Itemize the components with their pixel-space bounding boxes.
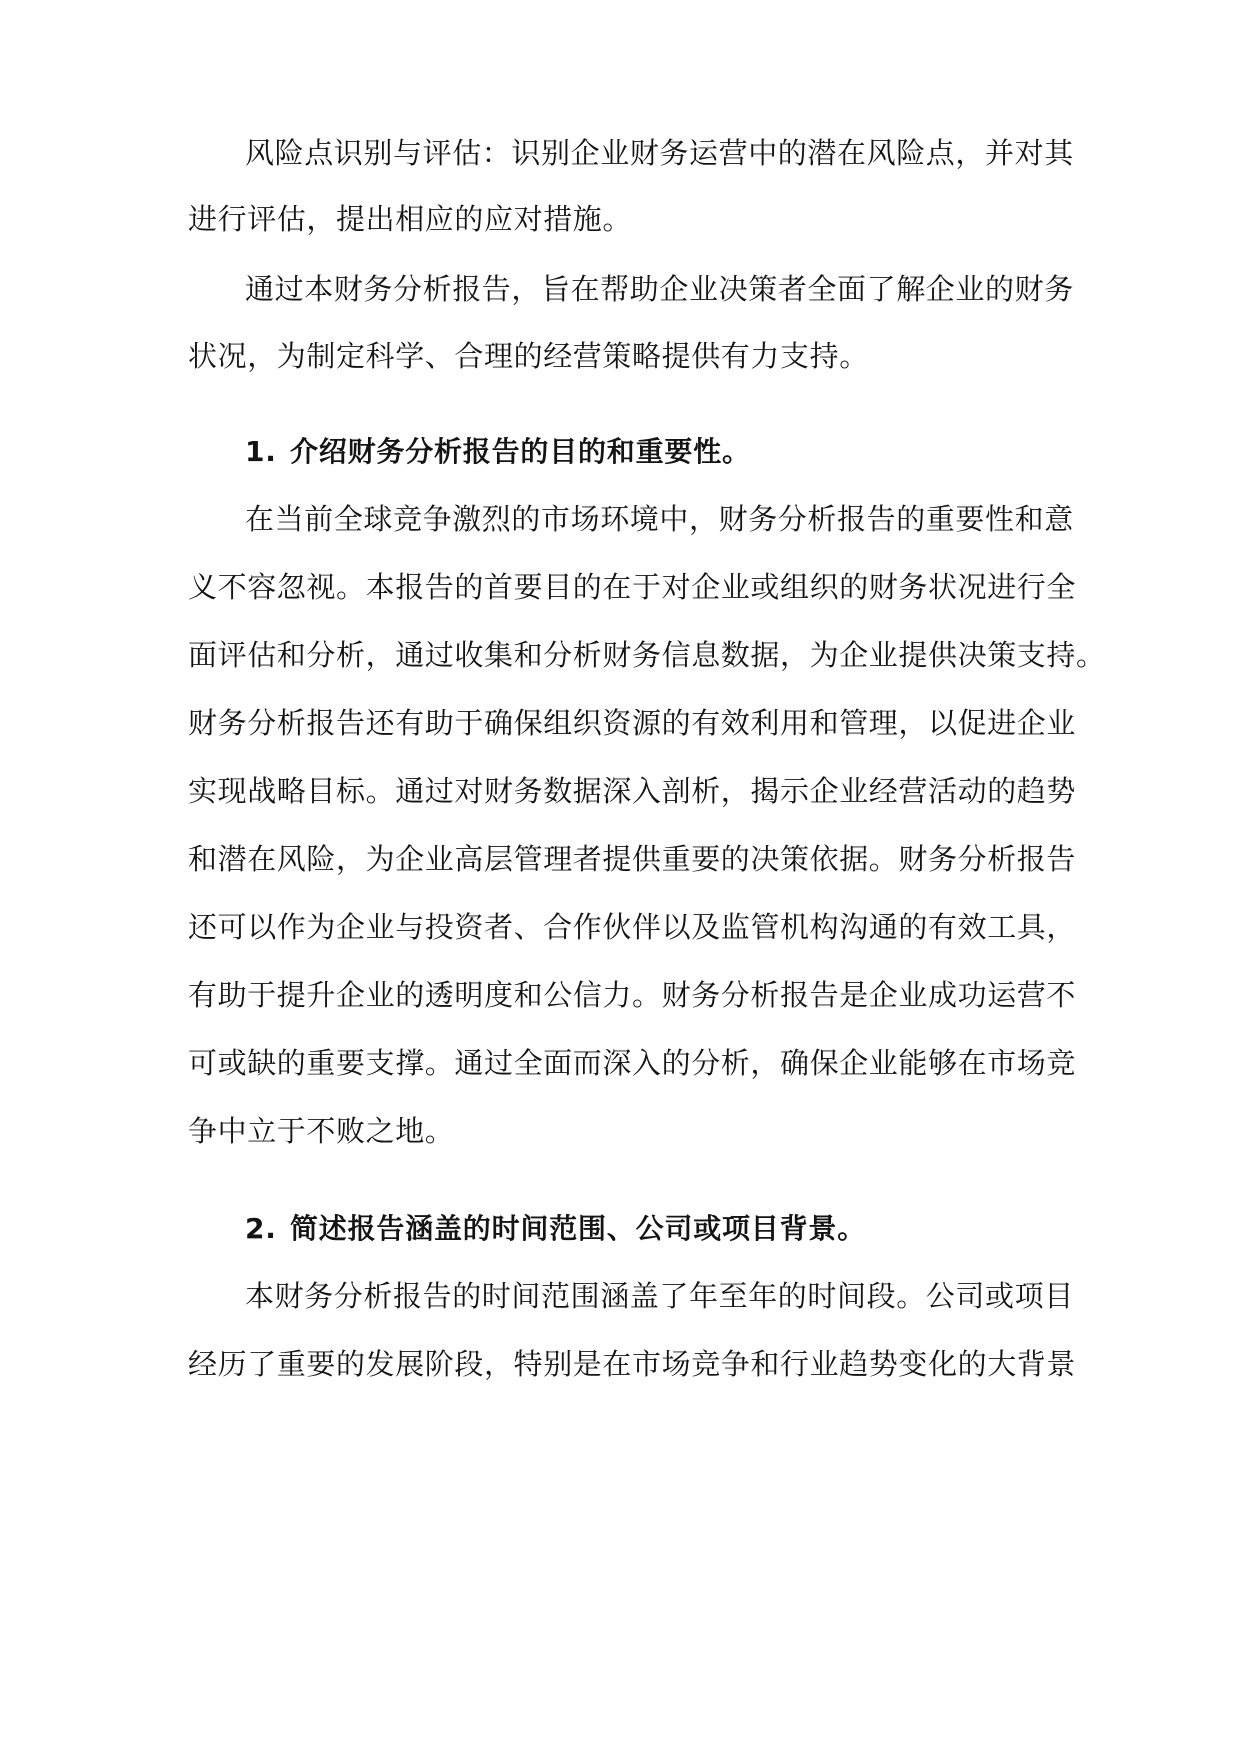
paragraph-importance-line-8: 有助于提升企业的透明度和公信力。财务分析报告是企业成功运营不	[188, 978, 1077, 1012]
paragraph-purpose-line-2: 状况，为制定科学、合理的经营策略提供有力支持。	[188, 339, 869, 373]
paragraph-importance-line-6: 和潜在风险，为企业高层管理者提供重要的决策依据。财务分析报告	[188, 842, 1077, 876]
paragraph-risk-line-2: 进行评估，提出相应的应对措施。	[188, 202, 633, 236]
paragraph-importance-line-3: 面评估和分析，通过收集和分析财务信息数据，为企业提供决策支持。	[188, 638, 1106, 672]
paragraph-importance-line-9: 可或缺的重要支撑。通过全面而深入的分析，确保企业能够在市场竞	[188, 1046, 1077, 1080]
paragraph-purpose-line-1: 通过本财务分析报告，旨在帮助企业决策者全面了解企业的财务	[245, 272, 1074, 306]
paragraph-importance-line-5: 实现战略目标。通过对财务数据深入剖析，揭示企业经营活动的趋势	[188, 774, 1077, 808]
paragraph-risk-line-1: 风险点识别与评估：识别企业财务运营中的潜在风险点，并对其	[245, 136, 1074, 170]
section-heading-2-text: 简述报告涵盖的时间范围、公司或项目背景。	[290, 1212, 867, 1245]
paragraph-importance-line-7: 还可以作为企业与投资者、合作伙伴以及监管机构沟通的有效工具，	[188, 910, 1077, 944]
section-heading-1	[245, 432, 751, 472]
paragraph-importance-line-4: 财务分析报告还有助于确保组织资源的有效利用和管理，以促进企业	[188, 706, 1077, 740]
section-heading-2-number: 2.	[245, 1212, 277, 1245]
paragraph-scope-line-1: 本财务分析报告的时间范围涵盖了年至年的时间段。公司或项目	[245, 1279, 1074, 1313]
paragraph-importance-line-1: 在当前全球竞争激烈的市场环境中，财务分析报告的重要性和意	[245, 502, 1074, 536]
paragraph-scope-line-2: 经历了重要的发展阶段，特别是在市场竞争和行业趋势变化的大背景	[188, 1347, 1077, 1381]
section-heading-2	[245, 1209, 866, 1249]
section-heading-1-text: 介绍财务分析报告的目的和重要性。	[290, 435, 751, 468]
paragraph-importance-line-2: 义不容忽视。本报告的首要目的在于对企业或组织的财务状况进行全	[188, 570, 1077, 604]
paragraph-importance-line-10: 争中立于不败之地。	[188, 1114, 455, 1148]
section-heading-1-number: 1.	[245, 435, 277, 468]
